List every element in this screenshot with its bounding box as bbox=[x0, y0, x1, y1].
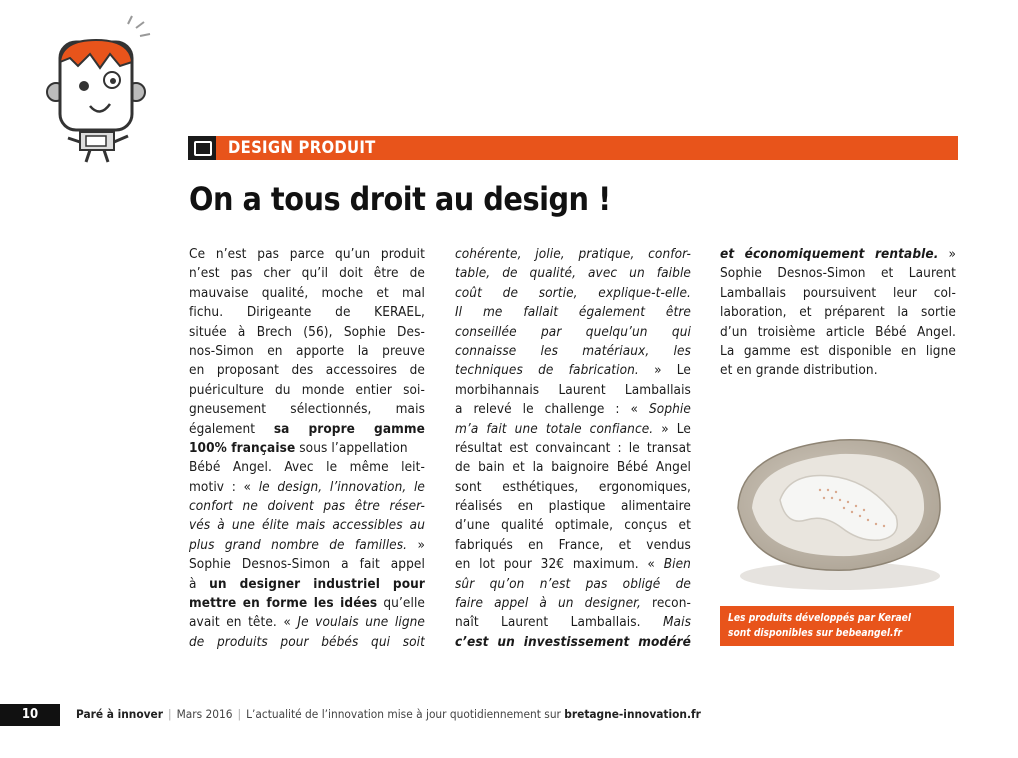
text-segment: puériculture du monde entier soi- bbox=[189, 381, 425, 398]
text-segment: fichu. Dirigeante de KERAEL, bbox=[189, 304, 425, 321]
text-segment: également bbox=[189, 420, 274, 437]
text-line bbox=[189, 420, 425, 439]
text-line bbox=[455, 264, 691, 283]
text-segment: recon- bbox=[640, 595, 691, 612]
text-segment: c’est un investissement modéré bbox=[455, 633, 691, 650]
text-line bbox=[455, 323, 691, 342]
text-line bbox=[455, 555, 691, 574]
text-segment: Ce n’est pas parce qu’un produit bbox=[189, 246, 425, 262]
text-line bbox=[189, 555, 425, 574]
text-segment: plus grand nombre de familles. bbox=[189, 536, 408, 553]
text-segment: laboration, et préparent la sortie bbox=[720, 304, 956, 321]
text-line bbox=[455, 381, 691, 400]
article-column-1 bbox=[189, 245, 425, 652]
text-line bbox=[455, 420, 691, 439]
text-segment: sous l’appellation bbox=[295, 439, 408, 456]
text-segment: avait en tête. « bbox=[189, 614, 298, 631]
text-segment: table, de qualité, avec un faible bbox=[455, 265, 691, 282]
section-label: DESIGN PRODUIT bbox=[228, 138, 376, 157]
text-segment: un designer industriel pour bbox=[209, 575, 425, 592]
section-banner bbox=[188, 136, 958, 160]
text-line bbox=[455, 478, 691, 497]
text-segment: Bébé Angel. Avec le même leit- bbox=[189, 459, 425, 476]
text-line bbox=[455, 400, 691, 419]
text-segment: en lot pour 32€ maximum. « bbox=[455, 556, 664, 573]
bathtub-product-photo bbox=[720, 410, 954, 606]
footer-date: Mars 2016 bbox=[176, 707, 233, 721]
text-segment: de bain et la baignoire Bébé Angel bbox=[455, 459, 691, 476]
article-column-2 bbox=[455, 245, 691, 652]
text-line bbox=[455, 536, 691, 555]
text-line bbox=[720, 284, 956, 303]
text-segment: sûr qu’on n’est pas obligé de bbox=[455, 575, 691, 592]
text-segment: motiv : « bbox=[189, 478, 259, 495]
text-segment: qu’elle bbox=[377, 595, 425, 612]
text-line bbox=[189, 613, 425, 632]
text-line bbox=[455, 342, 691, 361]
text-segment: sa propre gamme bbox=[273, 420, 425, 437]
text-line bbox=[720, 245, 956, 264]
text-line bbox=[189, 323, 425, 342]
text-segment: confort ne doivent pas être réser- bbox=[189, 498, 425, 515]
text-segment: en proposant des accessoires de bbox=[189, 362, 425, 379]
text-line bbox=[455, 439, 691, 458]
text-segment: » bbox=[938, 246, 956, 262]
text-segment: nos-Simon en apporte la preuve bbox=[189, 342, 425, 359]
text-segment: connaisse les matériaux, les bbox=[455, 342, 691, 359]
text-line bbox=[455, 633, 691, 652]
text-segment: m’a fait une totale confiance. bbox=[455, 420, 654, 437]
text-segment: réalisés en plastique alimentaire bbox=[455, 498, 691, 515]
text-segment: résultat est convaincant : le transat bbox=[455, 439, 691, 456]
text-line bbox=[189, 575, 425, 594]
text-segment: et économiquement rentable. bbox=[720, 246, 939, 262]
text-line bbox=[189, 342, 425, 361]
caption-line-1: Les produits développés par Kerael bbox=[728, 613, 912, 624]
text-segment: mauvaise qualité, moche et mal bbox=[189, 284, 425, 301]
text-line bbox=[189, 381, 425, 400]
text-line bbox=[720, 323, 956, 342]
text-line bbox=[720, 264, 956, 283]
text-segment: d’un troisième article Bébé Angel. bbox=[720, 323, 956, 340]
text-segment: 100% française bbox=[189, 439, 296, 456]
page-footer: Paré à innover | Mars 2016 | L’actualité de l’innovation mise à jour quotidiennement sur bretagne-innovation.fr bbox=[76, 707, 701, 721]
text-line bbox=[189, 303, 425, 322]
screen-icon-box bbox=[188, 136, 216, 160]
text-line bbox=[455, 613, 691, 632]
footer-site-link[interactable]: bretagne-innovation.fr bbox=[564, 707, 701, 721]
article-column-3 bbox=[720, 245, 956, 381]
text-segment: a relevé le challenge : « bbox=[455, 401, 649, 418]
text-line bbox=[189, 594, 425, 613]
text-segment: Sophie Desnos-Simon a fait appel bbox=[189, 556, 425, 573]
text-segment: Lamballais poursuivent leur col- bbox=[720, 284, 956, 301]
text-line bbox=[455, 458, 691, 477]
text-segment: Sophie bbox=[648, 401, 691, 418]
text-line bbox=[189, 633, 425, 652]
text-segment: gneusement sélectionnés, mais bbox=[189, 401, 425, 418]
text-segment: sont esthétiques, ergonomiques, bbox=[455, 478, 691, 495]
text-segment: coût de sortie, explique-t-elle. bbox=[455, 284, 691, 301]
text-line bbox=[720, 361, 956, 380]
text-line bbox=[455, 284, 691, 303]
text-line bbox=[189, 361, 425, 380]
text-segment: et en grande distribution. bbox=[720, 362, 878, 379]
text-line bbox=[189, 264, 425, 283]
text-segment: La gamme est disponible en ligne bbox=[720, 342, 956, 359]
text-segment: le design, l’innovation, le bbox=[258, 478, 425, 495]
text-segment: faire appel à un designer, bbox=[455, 595, 641, 612]
text-line bbox=[455, 516, 691, 535]
text-segment: » Le bbox=[638, 362, 691, 379]
text-segment: naît Laurent Lamballais. bbox=[455, 614, 663, 631]
text-segment: » bbox=[407, 536, 425, 553]
text-segment: cohérente, jolie, pratique, confor- bbox=[455, 246, 691, 262]
text-segment: à bbox=[189, 575, 210, 592]
text-segment: conseillée par quelqu’un qui bbox=[455, 323, 691, 340]
text-line bbox=[455, 497, 691, 516]
text-segment: Mais bbox=[662, 614, 691, 631]
text-line bbox=[189, 516, 425, 535]
caption-line-2: sont disponibles sur bebeangel.fr bbox=[728, 628, 902, 639]
text-line bbox=[189, 478, 425, 497]
text-line bbox=[189, 439, 425, 458]
text-segment: Il me fallait également être bbox=[455, 304, 691, 321]
footer-tagline: L’actualité de l’innovation mise à jour quotidiennement sur bbox=[246, 707, 565, 721]
footer-publication: Paré à innover bbox=[76, 707, 163, 721]
text-line bbox=[455, 245, 691, 264]
text-segment: » Le bbox=[653, 420, 691, 437]
robot-mascot-illustration bbox=[40, 14, 160, 164]
text-line bbox=[189, 497, 425, 516]
text-segment: Je voulais une ligne bbox=[297, 614, 425, 631]
text-segment: morbihannais Laurent Lamballais bbox=[455, 381, 691, 398]
text-line bbox=[455, 575, 691, 594]
text-segment: de produits pour bébés qui soit bbox=[189, 633, 425, 650]
text-segment: d’une qualité optimale, conçus et bbox=[455, 517, 691, 534]
text-line bbox=[189, 284, 425, 303]
article-title: On a tous droit au design ! bbox=[189, 180, 611, 218]
text-segment: techniques de fabrication. bbox=[455, 362, 639, 379]
text-line bbox=[189, 536, 425, 555]
text-segment: n’est pas cher qu’il doit être de bbox=[189, 265, 425, 282]
screen-icon bbox=[194, 141, 212, 156]
text-line bbox=[189, 400, 425, 419]
photo-caption bbox=[720, 606, 954, 646]
text-segment: vés à une élite mais accessibles au bbox=[189, 517, 425, 534]
text-line bbox=[455, 594, 691, 613]
text-line bbox=[455, 303, 691, 322]
text-segment: fabriqués en France, et vendus bbox=[455, 536, 691, 553]
page-number: 10 bbox=[0, 704, 60, 726]
text-line bbox=[189, 458, 425, 477]
text-segment: située à Brech (56), Sophie Des- bbox=[189, 323, 425, 340]
text-segment: Sophie Desnos-Simon et Laurent bbox=[720, 265, 956, 282]
text-line bbox=[720, 342, 956, 361]
text-line bbox=[455, 361, 691, 380]
text-segment: mettre en forme les idées bbox=[189, 595, 378, 612]
text-line bbox=[189, 245, 425, 264]
text-segment: Bien bbox=[663, 556, 691, 573]
text-line bbox=[720, 303, 956, 322]
